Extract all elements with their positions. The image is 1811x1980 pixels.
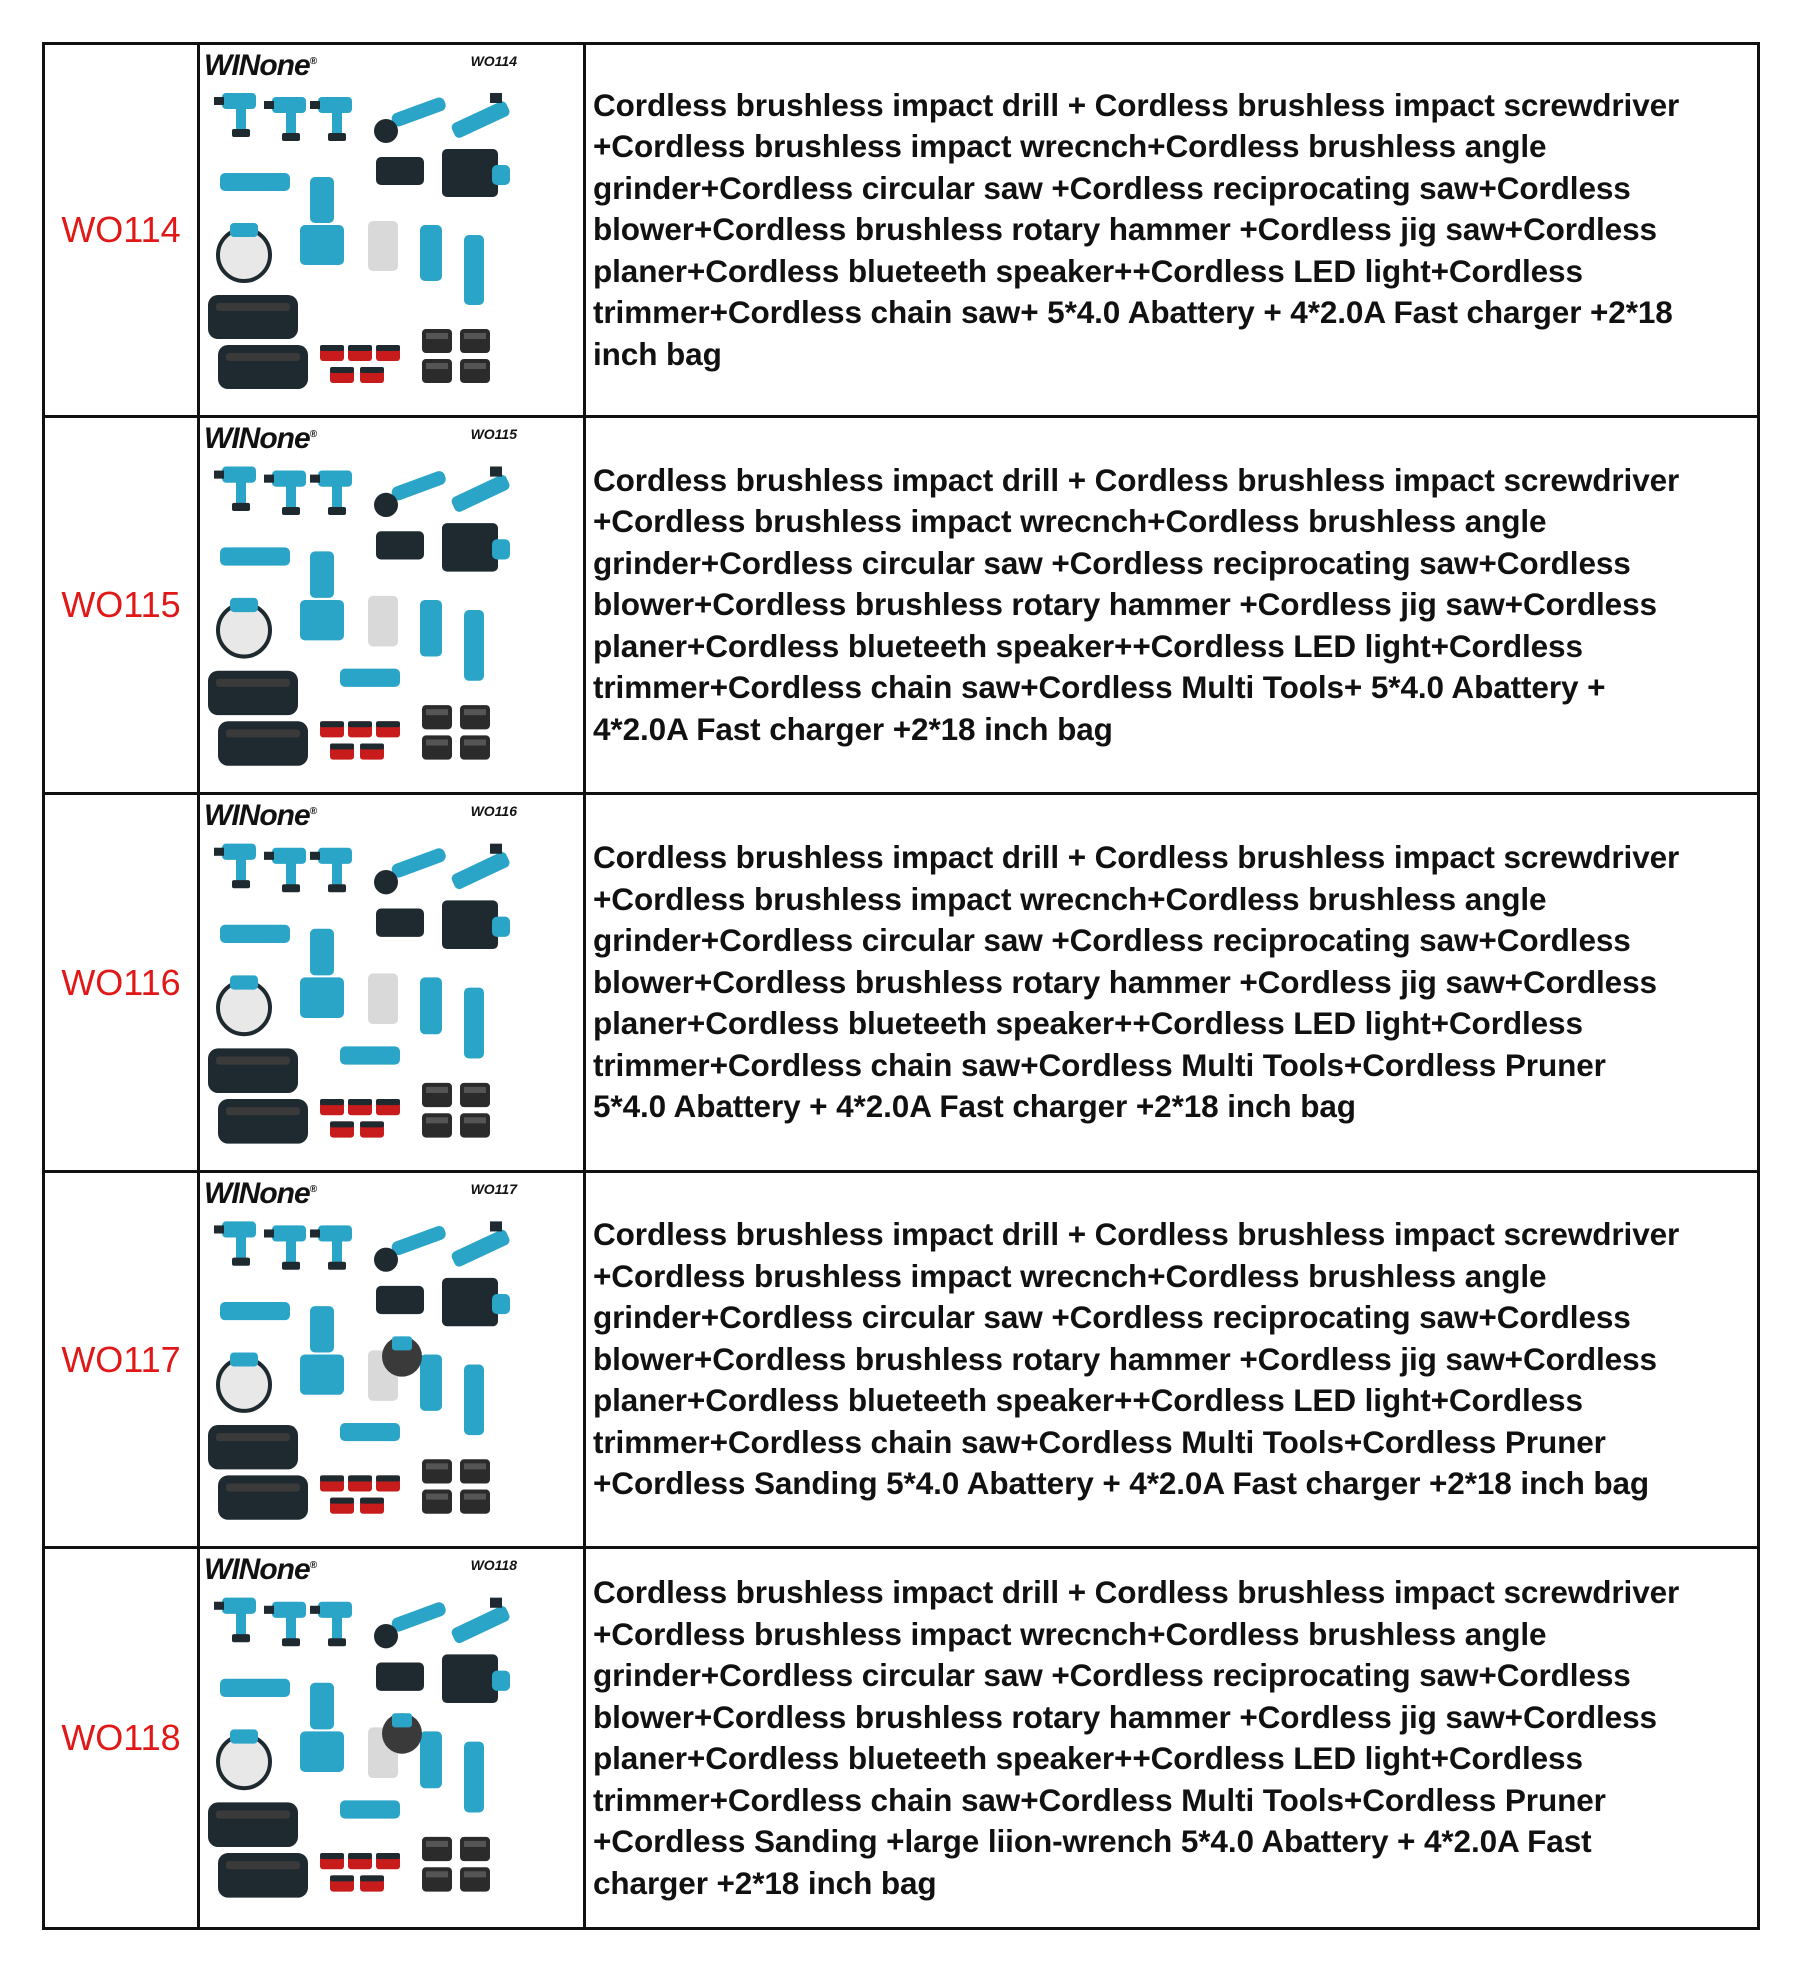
tool-kit-collage <box>200 1549 583 1924</box>
model-code: WO118 <box>61 1717 181 1758</box>
tool-bag-icon <box>208 1048 298 1093</box>
charger-icon <box>422 1113 452 1137</box>
image-model-tag: WO114 <box>470 53 517 69</box>
planer-icon <box>376 157 424 185</box>
charger-icon <box>460 329 490 353</box>
image-model-tag: WO117 <box>470 1181 517 1197</box>
drill-icon <box>310 97 352 141</box>
drill-icon <box>214 1598 256 1643</box>
product-table <box>42 42 1760 1930</box>
tool-kit-collage <box>200 45 583 415</box>
battery-icon <box>376 1099 400 1115</box>
charger-icon <box>422 1867 452 1891</box>
description: Cordless brushless impact drill + Cordless brushless impact screwdriver +Cordless brushless impact wrecnch+Cordless brushless angle grinder+Cordless circular saw +Cordless reciprocating saw+Cordless blower+Cordless brushless rotary hammer +Cordless jig saw+Cordless planer+Cordless blueteeth speaker++Cordless LED light+Cordless trimmer+Cordless chain saw+Cordless Multi Tools+Cordless Pruner 5*4.0 Abattery + 4*2.0A Fast charger +2*18 inch bag <box>593 839 1680 1125</box>
model-code-cell <box>45 795 200 1170</box>
brand-logo: WINone® <box>204 1553 317 1586</box>
angle-grinder-icon <box>374 96 447 143</box>
speaker-icon <box>442 1278 498 1326</box>
blower-icon <box>220 173 290 191</box>
battery-icon <box>376 1853 400 1869</box>
speaker-icon <box>442 523 498 572</box>
model-code-cell <box>45 418 200 792</box>
battery-icon <box>330 1121 354 1137</box>
tool-kit-collage <box>200 795 583 1170</box>
battery-icon <box>330 1498 354 1514</box>
trimmer-icon <box>310 1683 334 1730</box>
chain-saw-icon <box>464 1365 484 1436</box>
charger-icon <box>422 735 452 759</box>
jig-saw-icon <box>300 1354 344 1394</box>
battery-icon <box>376 1475 400 1491</box>
multi-tool-icon <box>340 1046 400 1064</box>
battery-icon <box>348 1475 372 1491</box>
reciprocating-saw-icon <box>450 1598 511 1645</box>
tool-bag-icon <box>208 1425 298 1469</box>
sander-icon <box>382 1713 422 1754</box>
description: Cordless brushless impact drill + Cordless brushless impact screwdriver +Cordless brushless impact wrecnch+Cordless brushless angle grinder+Cordless circular saw +Cordless reciprocating saw+Cordless blower+Cordless brushless rotary hammer +Cordless jig saw+Cordless planer+Cordless blueteeth speaker++Cordless LED light+Cordless trimmer+Cordless chain saw+Cordless Multi Tools+ 5*4.0 Abattery + 4*2.0A Fast charger +2*18 inch bag <box>593 461 1680 747</box>
brand-logo: WINone® <box>204 1177 317 1210</box>
drill-icon <box>310 471 352 515</box>
chain-saw-icon <box>464 988 484 1059</box>
battery-icon <box>320 345 344 361</box>
tool-bag-icon <box>218 721 308 765</box>
chain-saw-icon <box>464 235 484 305</box>
product-image <box>200 418 586 792</box>
circular-saw-icon <box>218 1352 270 1410</box>
battery-icon <box>330 1875 354 1891</box>
drill-icon <box>310 1602 352 1647</box>
charger-icon <box>422 1083 452 1107</box>
image-model-tag: WO118 <box>470 1557 517 1573</box>
charger-icon <box>422 359 452 383</box>
model-code: WO115 <box>61 584 181 625</box>
drill-icon <box>264 471 306 515</box>
drill-icon <box>214 467 256 511</box>
blower-icon <box>220 1302 290 1320</box>
planer-icon <box>376 909 424 937</box>
jig-saw-icon <box>300 600 344 640</box>
tool-bag-icon <box>218 345 308 389</box>
charger-icon <box>460 1490 490 1514</box>
jig-saw-icon <box>300 1731 344 1772</box>
jig-saw-icon <box>300 225 344 265</box>
trimmer-icon <box>310 929 334 976</box>
tool-bag-icon <box>218 1475 308 1519</box>
charger-icon <box>460 1867 490 1891</box>
battery-icon <box>360 1875 384 1891</box>
charger-icon <box>460 1113 490 1137</box>
drill-icon <box>264 1225 306 1269</box>
description: Cordless brushless impact drill + Cordless brushless impact screwdriver +Cordless brushless impact wrecnch+Cordless brushless angle grinder+Cordless circular saw +Cordless reciprocating saw+Cordless blower+Cordless brushless rotary hammer +Cordless jig saw+Cordless planer+Cordless blueteeth speaker++Cordless LED light+Cordless trimmer+Cordless chain saw+Cordless Multi Tools+Cordless Pruner +Cordless Sanding 5*4.0 Abattery + 4*2.0A Fast charger +2*18 inch bag <box>593 1216 1680 1502</box>
angle-grinder-icon <box>374 847 447 895</box>
description-cell <box>586 418 1757 792</box>
charger-icon <box>422 1459 452 1483</box>
pruner-icon <box>420 225 442 281</box>
battery-icon <box>320 1853 344 1869</box>
battery-icon <box>360 1121 384 1137</box>
description: Cordless brushless impact drill + Cordless brushless impact screwdriver +Cordless brushless impact wrecnch+Cordless brushless angle grinder+Cordless circular saw +Cordless reciprocating saw+Cordless blower+Cordless brushless rotary hammer +Cordless jig saw+Cordless planer+Cordless blueteeth speaker++Cordless LED light+Cordless trimmer+Cordless chain saw+ 5*4.0 Abattery + 4*2.0A Fast charger +2*18 inch bag <box>593 86 1680 372</box>
chain-saw-icon <box>464 610 484 681</box>
battery-icon <box>348 721 372 737</box>
image-model-tag: WO115 <box>470 426 517 442</box>
blower-icon <box>220 1679 290 1697</box>
rotary-hammer-icon <box>492 1294 510 1314</box>
tool-kit-collage <box>200 418 583 792</box>
drill-icon <box>264 1602 306 1647</box>
speaker-icon <box>442 1654 498 1703</box>
charger-icon <box>422 1490 452 1514</box>
brand-logo: WINone® <box>204 422 317 455</box>
model-code: WO116 <box>61 961 181 1003</box>
drill-icon <box>264 97 306 141</box>
led-light-icon <box>368 973 398 1024</box>
battery-icon <box>376 345 400 361</box>
charger-icon <box>460 1083 490 1107</box>
planer-icon <box>376 1286 424 1314</box>
angle-grinder-icon <box>374 1601 447 1649</box>
multi-tool-icon <box>340 1423 400 1441</box>
description: Cordless brushless impact drill + Cordless brushless impact screwdriver +Cordless brushless impact wrecnch+Cordless brushless angle grinder+Cordless circular saw +Cordless reciprocating saw+Cordless blower+Cordless brushless rotary hammer +Cordless jig saw+Cordless planer+Cordless blueteeth speaker++Cordless LED light+Cordless trimmer+Cordless chain saw+Cordless Multi Tools+Cordless Pruner +Cordless Sanding +large liion-wrench 5*4.0 Abattery + 4*2.0A Fast charger +2*18 inch bag <box>593 1574 1680 1901</box>
planer-icon <box>376 531 424 559</box>
product-image <box>200 1549 586 1927</box>
pruner-icon <box>420 600 442 657</box>
pruner-icon <box>420 1354 442 1410</box>
model-code: WO117 <box>61 1338 181 1380</box>
battery-icon <box>320 721 344 737</box>
battery-icon <box>360 367 384 383</box>
description-cell <box>586 1549 1757 1927</box>
tool-bag-icon <box>208 671 298 715</box>
charger-icon <box>422 705 452 729</box>
tool-bag-icon <box>208 295 298 339</box>
table-row <box>45 418 1757 795</box>
model-code-cell <box>45 45 200 415</box>
tool-bag-icon <box>218 1853 308 1898</box>
battery-icon <box>320 1475 344 1491</box>
reciprocating-saw-icon <box>450 1221 511 1268</box>
multi-tool-icon <box>340 669 400 687</box>
charger-icon <box>422 1837 452 1861</box>
charger-icon <box>460 359 490 383</box>
chain-saw-icon <box>464 1742 484 1813</box>
product-image <box>200 45 586 415</box>
drill-icon <box>310 1225 352 1269</box>
battery-icon <box>348 1853 372 1869</box>
battery-icon <box>320 1099 344 1115</box>
led-light-icon <box>368 221 398 271</box>
trimmer-icon <box>310 1306 334 1352</box>
blower-icon <box>220 547 290 565</box>
model-code: WO114 <box>61 209 181 250</box>
reciprocating-saw-icon <box>450 93 511 140</box>
charger-icon <box>460 1837 490 1861</box>
drill-icon <box>310 848 352 893</box>
product-image <box>200 1173 586 1546</box>
pruner-icon <box>420 1731 442 1788</box>
angle-grinder-icon <box>374 469 447 517</box>
description-cell <box>586 795 1757 1170</box>
brand-logo: WINone® <box>204 49 317 82</box>
model-code-cell <box>45 1173 200 1546</box>
pruner-icon <box>420 977 442 1034</box>
battery-icon <box>360 1498 384 1514</box>
image-model-tag: WO116 <box>470 803 517 819</box>
drill-icon <box>264 848 306 893</box>
angle-grinder-icon <box>374 1224 447 1272</box>
description-cell <box>586 45 1757 415</box>
charger-icon <box>460 1459 490 1483</box>
circular-saw-icon <box>218 975 270 1034</box>
reciprocating-saw-icon <box>450 844 511 891</box>
rotary-hammer-icon <box>492 165 510 185</box>
trimmer-icon <box>310 177 334 223</box>
rotary-hammer-icon <box>492 1671 510 1691</box>
table-row <box>45 1173 1757 1549</box>
charger-icon <box>422 329 452 353</box>
drill-icon <box>214 93 256 137</box>
battery-icon <box>376 721 400 737</box>
charger-icon <box>460 705 490 729</box>
product-image <box>200 795 586 1170</box>
table-row <box>45 45 1757 418</box>
reciprocating-saw-icon <box>450 467 511 514</box>
trimmer-icon <box>310 551 334 597</box>
blower-icon <box>220 925 290 943</box>
charger-icon <box>460 735 490 759</box>
jig-saw-icon <box>300 977 344 1018</box>
circular-saw-icon <box>218 223 270 281</box>
drill-icon <box>214 844 256 889</box>
battery-icon <box>360 743 384 759</box>
circular-saw-icon <box>218 1729 270 1788</box>
speaker-icon <box>442 149 498 197</box>
tool-bag-icon <box>208 1802 298 1847</box>
circular-saw-icon <box>218 598 270 657</box>
tool-kit-collage <box>200 1173 583 1546</box>
rotary-hammer-icon <box>492 917 510 937</box>
rotary-hammer-icon <box>492 539 510 559</box>
planer-icon <box>376 1663 424 1691</box>
description-cell <box>586 1173 1757 1546</box>
battery-icon <box>330 743 354 759</box>
led-light-icon <box>368 596 398 647</box>
model-code-cell <box>45 1549 200 1927</box>
drill-icon <box>214 1221 256 1265</box>
multi-tool-icon <box>340 1800 400 1818</box>
battery-icon <box>348 345 372 361</box>
battery-icon <box>330 367 354 383</box>
table-row <box>45 795 1757 1173</box>
sander-icon <box>382 1336 422 1376</box>
tool-bag-icon <box>218 1099 308 1144</box>
speaker-icon <box>442 900 498 949</box>
table-row <box>45 1549 1757 1927</box>
battery-icon <box>348 1099 372 1115</box>
brand-logo: WINone® <box>204 799 317 832</box>
